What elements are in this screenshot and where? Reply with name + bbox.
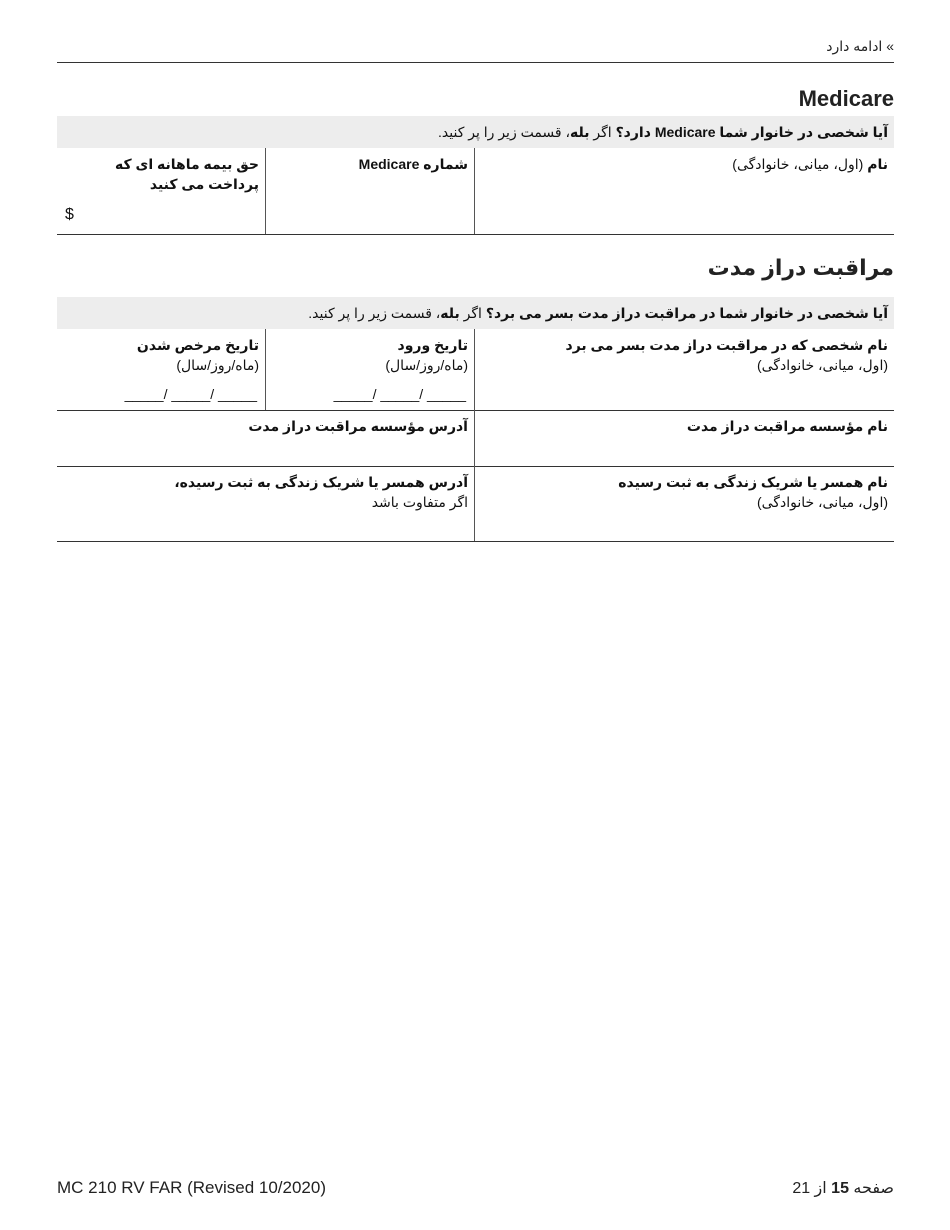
form-page: [57, 0, 894, 1230]
page-current: 15: [831, 1180, 849, 1197]
dollar-sign: $: [65, 206, 74, 223]
ltc-spouse-row: [57, 466, 894, 542]
medicare-question: [57, 116, 894, 148]
ltc-question: [57, 297, 894, 329]
ltc-person-row: [57, 329, 894, 411]
page-total: از 21: [792, 1180, 832, 1197]
ltc-question-yes: بله: [440, 305, 460, 321]
medicare-question-text: آیا شخصی در خانوار شما Medicare دارد؟: [615, 124, 888, 140]
medicare-name-field[interactable]: [475, 148, 894, 234]
ltc-question-instruction: ، قسمت زیر را پر کنید.: [308, 305, 441, 321]
spouse-name-hint: (اول، میانی، خانوادگی): [756, 494, 888, 510]
ltc-facility-row: [57, 410, 894, 467]
page-prefix: صفحه: [848, 1180, 894, 1197]
continued-note: » ادامه دارد: [826, 38, 894, 54]
long-term-care-title: مراقبت دراز مدت: [707, 255, 894, 280]
header-divider: [57, 62, 894, 63]
spouse-name-label: نام همسر یا شریک زندگی به ثبت رسیده: [618, 474, 888, 490]
page-number: [792, 1178, 894, 1198]
spouse-address-field[interactable]: [57, 466, 475, 541]
form-id: MC 210 RV FAR (Revised 10/2020): [57, 1178, 326, 1197]
ltc-question-if: اگر: [459, 305, 486, 321]
ltc-question-text: آیا شخصی در خانوار شما در مراقبت دراز مدت بسر می برد؟: [485, 305, 888, 321]
spouse-address-hint: اگر متفاوت باشد: [371, 494, 468, 510]
ltc-person-hint: (اول، میانی، خانوادگی): [756, 357, 888, 373]
medicare-question-instruction: ، قسمت زیر را پر کنید.: [438, 124, 571, 140]
entry-date-field[interactable]: [266, 329, 475, 410]
entry-date-hint: (ماه/روز/سال): [385, 357, 468, 373]
medicare-row: [57, 148, 894, 235]
spouse-name-field[interactable]: [475, 466, 894, 541]
medicare-name-label: نام: [867, 156, 888, 172]
medicare-number-label: شماره Medicare: [358, 156, 468, 172]
ltc-person-name-field[interactable]: [475, 329, 894, 410]
medicare-name-hint: (اول، میانی، خانوادگی): [732, 156, 868, 172]
discharge-date-field[interactable]: [57, 329, 266, 410]
discharge-date-hint: (ماه/روز/سال): [176, 357, 259, 373]
facility-address-label: آدرس مؤسسه مراقبت دراز مدت: [248, 418, 468, 434]
entry-date-blanks[interactable]: _____/ _____/ _____: [333, 386, 466, 402]
entry-date-label: تاریخ ورود: [397, 337, 468, 353]
medicare-premium-label: حق بیمه ماهانه ای که پرداخت می کنید: [114, 156, 259, 192]
medicare-title: Medicare: [798, 86, 894, 111]
discharge-date-blanks[interactable]: _____/ _____/ _____: [124, 386, 257, 402]
discharge-date-label: تاریخ مرخص شدن: [136, 337, 259, 353]
medicare-question-yes: بله: [570, 124, 590, 140]
spouse-address-label: آدرس همسر یا شریک زندگی به ثبت رسیده،: [174, 474, 468, 490]
facility-address-field[interactable]: [57, 410, 475, 466]
medicare-number-field[interactable]: [266, 148, 475, 234]
medicare-premium-field[interactable]: [57, 148, 266, 234]
facility-name-field[interactable]: [475, 410, 894, 466]
facility-name-label: نام مؤسسه مراقبت دراز مدت: [686, 418, 888, 434]
ltc-person-label: نام شخصی که در مراقبت دراز مدت بسر می برد: [565, 337, 888, 353]
medicare-question-if: اگر: [589, 124, 616, 140]
